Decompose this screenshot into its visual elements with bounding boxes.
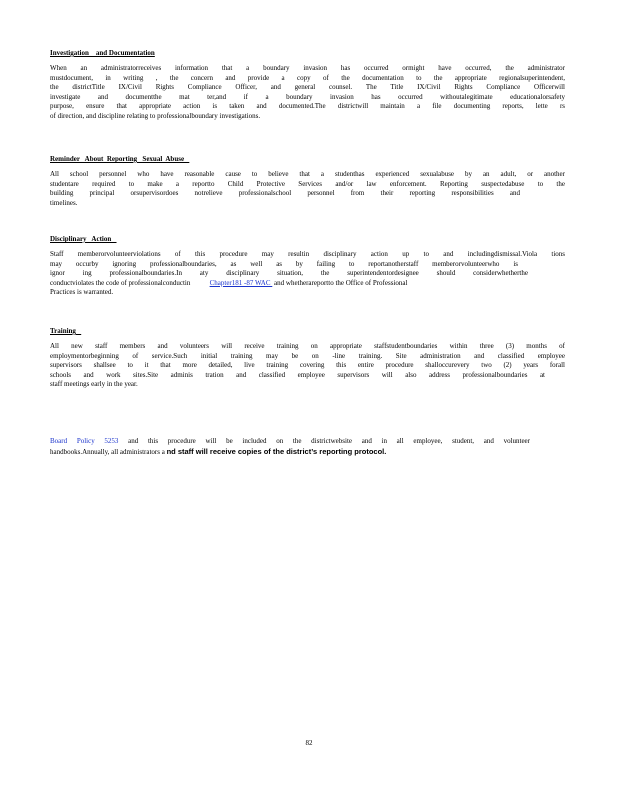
body-line: building principal orsupervisordoes notrelieve professionalschool personnel from their reporting responsibilities and bbox=[50, 189, 520, 198]
body-line: staff meetings early in the year. bbox=[50, 380, 138, 389]
section-closing bbox=[50, 437, 565, 457]
body-text-emphasis: nd staff will receive copies of the district’s reporting protocol. bbox=[166, 446, 387, 456]
body-line: studentare required to make a reportto Child Protective Services and/or law enforcement. Reporting suspectedabuse to the bbox=[50, 179, 565, 188]
body-line: timelines. bbox=[50, 198, 78, 207]
body-line: the districtTitle IX/Civil Rights Compliance Officer, and general counsel. The Title IX/Civil Rights Compliance Officerwill bbox=[50, 83, 565, 92]
section-heading-disciplinary: Disciplinary Action bbox=[50, 235, 117, 243]
section-heading-reminder: Reminder About Reporting Sexual Abuse bbox=[50, 155, 190, 163]
body-line: Staff memberorvolunteerviolations of this procedure may resultin disciplinary action up to and includingdismissal.Viola tions bbox=[50, 250, 565, 258]
body-text: and this procedure will be included on the districtwebsite and in all employee, student, and volunteer bbox=[118, 437, 530, 445]
body-line: All new staff members and volunteers will receive training on appropriate staffstudentboundaries within three (3) months of bbox=[50, 342, 565, 350]
section-heading-training: Training bbox=[50, 327, 82, 335]
page-number: 82 bbox=[305, 739, 313, 747]
body-line: purpose, ensure that appropriate action is taken and documented.The districtwill maintain a file documenting reports, lette rs bbox=[50, 102, 565, 111]
body-text: and whetherareportto the Office of Professional bbox=[274, 278, 408, 287]
body-line: employmentorbeginning of service.Such initial training may be on -line training. Site administration and classified employee bbox=[50, 351, 565, 360]
wac-chapter-link[interactable]: Chapter181 -87 WAC bbox=[209, 278, 273, 287]
section-heading-investigation: Investigation and Documentation bbox=[50, 49, 155, 57]
section-disciplinary bbox=[50, 235, 565, 298]
body-line bbox=[50, 437, 530, 447]
body-line: supervisors shallsee to it that more detailed, live training covering this entire procedure shalloccurevery two (2) years forall bbox=[50, 361, 565, 370]
body-line: schools and work sites.Site adminis tration and classified employee supervisors will also address professionalboundaries at bbox=[50, 370, 545, 379]
section-reminder bbox=[50, 155, 565, 208]
body-line: All school personnel who have reasonable cause to believe that a studenthas experienced sexualabuse by an adult, or another bbox=[50, 170, 565, 178]
section-training bbox=[50, 327, 565, 390]
section-investigation bbox=[50, 49, 565, 122]
body-line: of direction, and discipline relating to professionalboundary investigations. bbox=[50, 111, 261, 120]
body-line: may occurby ignoring professionalboundaries, as well as by failing to reportanotherstaff memberorvolunteerwho is bbox=[50, 259, 518, 268]
body-line: investigate and documentthe mat ter,and if a boundary invasion has occurred withoutalegitimate educationalorsafety bbox=[50, 92, 565, 101]
body-text: handbooks.Annually, all administrators a bbox=[50, 447, 167, 456]
body-text: conductviolates the code of professionalconductin bbox=[50, 278, 191, 287]
board-policy-link[interactable]: Board Policy 5253 bbox=[50, 437, 119, 445]
body-line bbox=[50, 447, 565, 458]
body-line bbox=[50, 279, 565, 289]
body-line: Practices is warranted. bbox=[50, 288, 114, 297]
body-line: When an administratorreceives information that a boundary invasion has occurred ormight have occurred, the administrator bbox=[50, 64, 565, 72]
body-line: mustdocument, in writing , the concern and provide a copy of the documentation to the appropriate regionalsuperintendent, bbox=[50, 73, 565, 82]
body-line: ignor ing professionalboundaries.In aty disciplinary situation, the superintendentordesignee should considerwhetherthe bbox=[50, 269, 528, 278]
